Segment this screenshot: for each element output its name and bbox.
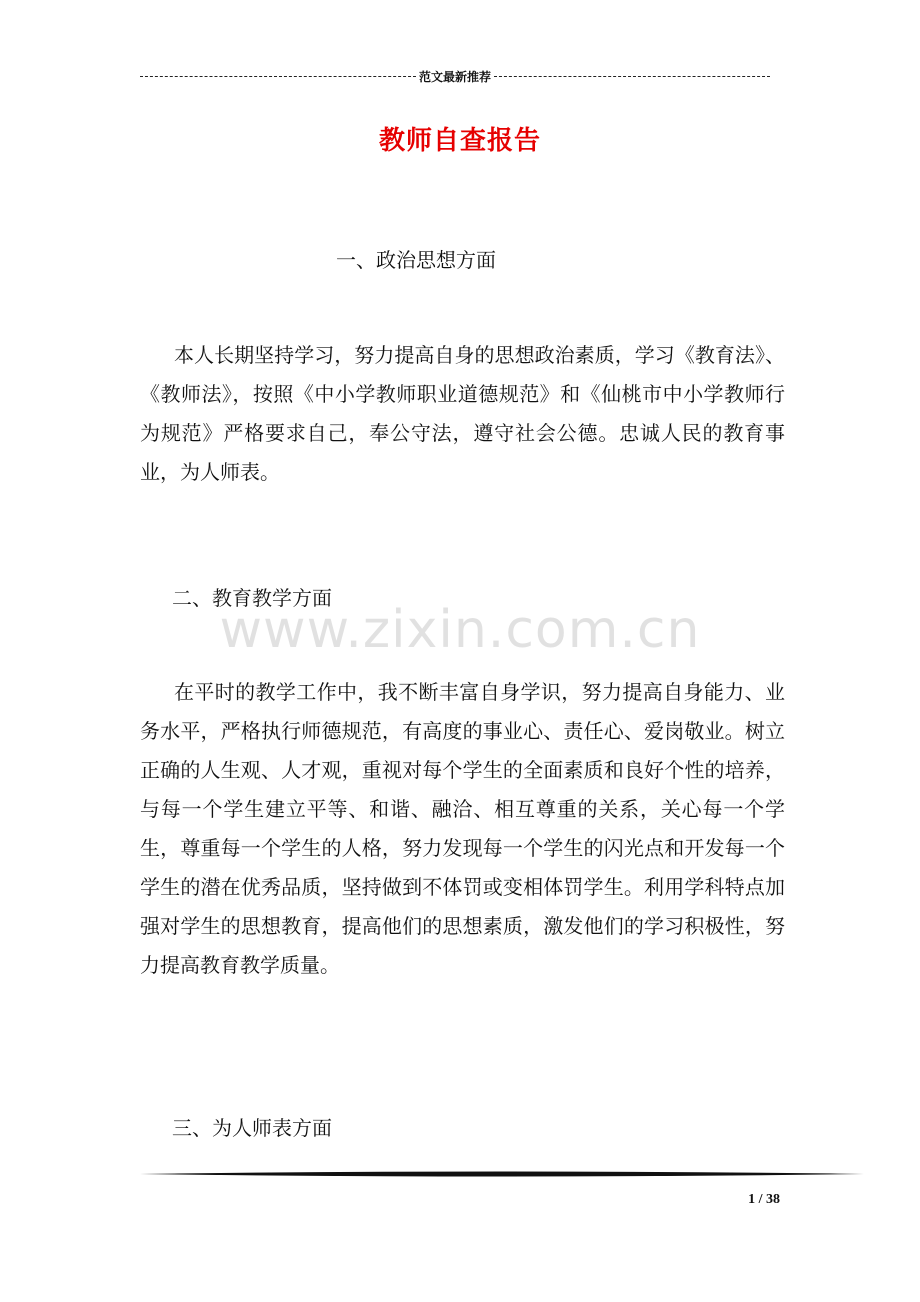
header-label: 范文最新推荐	[419, 69, 492, 84]
watermark: www.zixin.com.cn	[219, 600, 701, 660]
section-heading-1: 一、政治思想方面	[336, 248, 496, 272]
section-body-2: 在平时的教学工作中，我不断丰富自身学识，努力提高自身能力、业务水平，严格执行师德规范，有高度的事业心、责任心、爱岗敬业。树立正确的人生观、人才观，重视对每个学生的全面素质和良好个性的培养，与每一个学生建立平等、和谐、融洽、相互尊重的关系，关心每一个学生，尊重每一个学生的人格，努力发现每一个学生的闪光点和开发每一个学生的潜在优秀品质，坚持做到不体罚或变相体罚学生。利用学科特点加强对学生的思想教育，提高他们的思想素质，激发他们的学习积极性，努力提高教育教学质量。	[140, 680, 785, 977]
header-dash-left	[140, 76, 416, 77]
header-rule	[140, 66, 770, 86]
section-heading-2: 二、教育教学方面	[172, 586, 332, 610]
header-dash-right	[494, 76, 770, 77]
footer-rule	[140, 1170, 864, 1178]
section-heading-3: 三、为人师表方面	[172, 1116, 332, 1140]
section-body-1: 本人长期坚持学习，努力提高自身的思想政治素质，学习《教育法》、《教师法》，按照《中小学教师职业道德规范》和《仙桃市中小学教师行为规范》严格要求自己，奉公守法，遵守社会公德。忠诚人民的教育事业，为人师表。	[140, 343, 785, 484]
page-number: 1 / 38	[748, 1192, 780, 1207]
document-title: 教师自查报告	[378, 126, 541, 156]
